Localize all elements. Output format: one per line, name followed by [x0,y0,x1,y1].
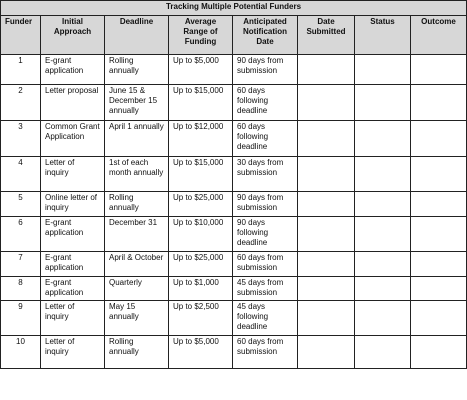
funder-cell: 8 [1,277,41,301]
notification-cell: 90 days from submission [233,192,298,217]
outcome-cell[interactable] [411,301,467,336]
funder-cell: 10 [1,336,41,369]
notification-cell: 60 days from submission [233,252,298,277]
funder-cell: 3 [1,121,41,157]
table-row [1,192,467,217]
approach-cell: E-grant application [41,55,105,85]
deadline-cell: May 15 annually [105,301,169,336]
table-title: Tracking Multiple Potential Funders [1,1,467,16]
submitted-cell[interactable] [298,55,355,85]
notification-cell: 30 days from submission [233,157,298,192]
approach-cell: Letter of inquiry [41,157,105,192]
status-cell[interactable] [355,277,411,301]
range-cell: Up to $25,000 [169,252,233,277]
table-row [1,55,467,85]
submitted-cell[interactable] [298,121,355,157]
approach-cell: Letter of inquiry [41,336,105,369]
submitted-cell[interactable] [298,157,355,192]
submitted-cell[interactable] [298,85,355,121]
notification-cell: 45 days from submission [233,277,298,301]
table-row [1,301,467,336]
header-date-submitted: Date Submitted [298,16,355,55]
range-cell: Up to $25,000 [169,192,233,217]
table-row [1,252,467,277]
deadline-cell: 1st of each month annually [105,157,169,192]
table-row [1,121,467,157]
deadline-cell: April & October [105,252,169,277]
approach-cell: Letter of inquiry [41,301,105,336]
status-cell[interactable] [355,55,411,85]
notification-cell: 60 days from submission [233,336,298,369]
funder-cell: 4 [1,157,41,192]
outcome-cell[interactable] [411,55,467,85]
header-funder: Funder [1,16,41,55]
table-row [1,85,467,121]
header-outcome: Outcome [411,16,467,55]
outcome-cell[interactable] [411,121,467,157]
table-row [1,336,467,369]
notification-cell: 60 days following deadline [233,85,298,121]
status-cell[interactable] [355,336,411,369]
deadline-cell: Rolling annually [105,55,169,85]
submitted-cell[interactable] [298,252,355,277]
status-cell[interactable] [355,157,411,192]
deadline-cell: December 31 [105,217,169,252]
outcome-cell[interactable] [411,192,467,217]
table-row [1,157,467,192]
title-row [1,1,467,16]
outcome-cell[interactable] [411,336,467,369]
deadline-cell: Quarterly [105,277,169,301]
submitted-cell[interactable] [298,217,355,252]
header-deadline: Deadline [105,16,169,55]
outcome-cell[interactable] [411,252,467,277]
notification-cell: 90 days from submission [233,55,298,85]
header-notification-date: Anticipated Notification Date [233,16,298,55]
notification-cell: 45 days following deadline [233,301,298,336]
status-cell[interactable] [355,121,411,157]
deadline-cell: Rolling annually [105,336,169,369]
approach-cell: E-grant application [41,277,105,301]
outcome-cell[interactable] [411,277,467,301]
funder-cell: 6 [1,217,41,252]
funder-cell: 7 [1,252,41,277]
funder-cell: 2 [1,85,41,121]
range-cell: Up to $15,000 [169,85,233,121]
range-cell: Up to $15,000 [169,157,233,192]
header-status: Status [355,16,411,55]
submitted-cell[interactable] [298,192,355,217]
status-cell[interactable] [355,85,411,121]
submitted-cell[interactable] [298,336,355,369]
submitted-cell[interactable] [298,277,355,301]
header-initial-approach: Initial Approach [41,16,105,55]
range-cell: Up to $5,000 [169,336,233,369]
header-row [1,16,467,55]
status-cell[interactable] [355,217,411,252]
approach-cell: E-grant application [41,252,105,277]
deadline-cell: Rolling annually [105,192,169,217]
notification-cell: 90 days following deadline [233,217,298,252]
outcome-cell[interactable] [411,157,467,192]
range-cell: Up to $5,000 [169,55,233,85]
deadline-cell: April 1 annually [105,121,169,157]
approach-cell: Common Grant Application [41,121,105,157]
range-cell: Up to $12,000 [169,121,233,157]
funder-cell: 9 [1,301,41,336]
range-cell: Up to $10,000 [169,217,233,252]
submitted-cell[interactable] [298,301,355,336]
table-row [1,277,467,301]
table-row [1,217,467,252]
status-cell[interactable] [355,252,411,277]
outcome-cell[interactable] [411,85,467,121]
range-cell: Up to $2,500 [169,301,233,336]
status-cell[interactable] [355,192,411,217]
range-cell: Up to $1,000 [169,277,233,301]
approach-cell: E-grant application [41,217,105,252]
header-average-range: Average Range of Funding [169,16,233,55]
funder-cell: 1 [1,55,41,85]
status-cell[interactable] [355,301,411,336]
notification-cell: 60 days following deadline [233,121,298,157]
outcome-cell[interactable] [411,217,467,252]
approach-cell: Letter proposal [41,85,105,121]
deadline-cell: June 15 & December 15 annually [105,85,169,121]
funder-cell: 5 [1,192,41,217]
approach-cell: Online letter of inquiry [41,192,105,217]
